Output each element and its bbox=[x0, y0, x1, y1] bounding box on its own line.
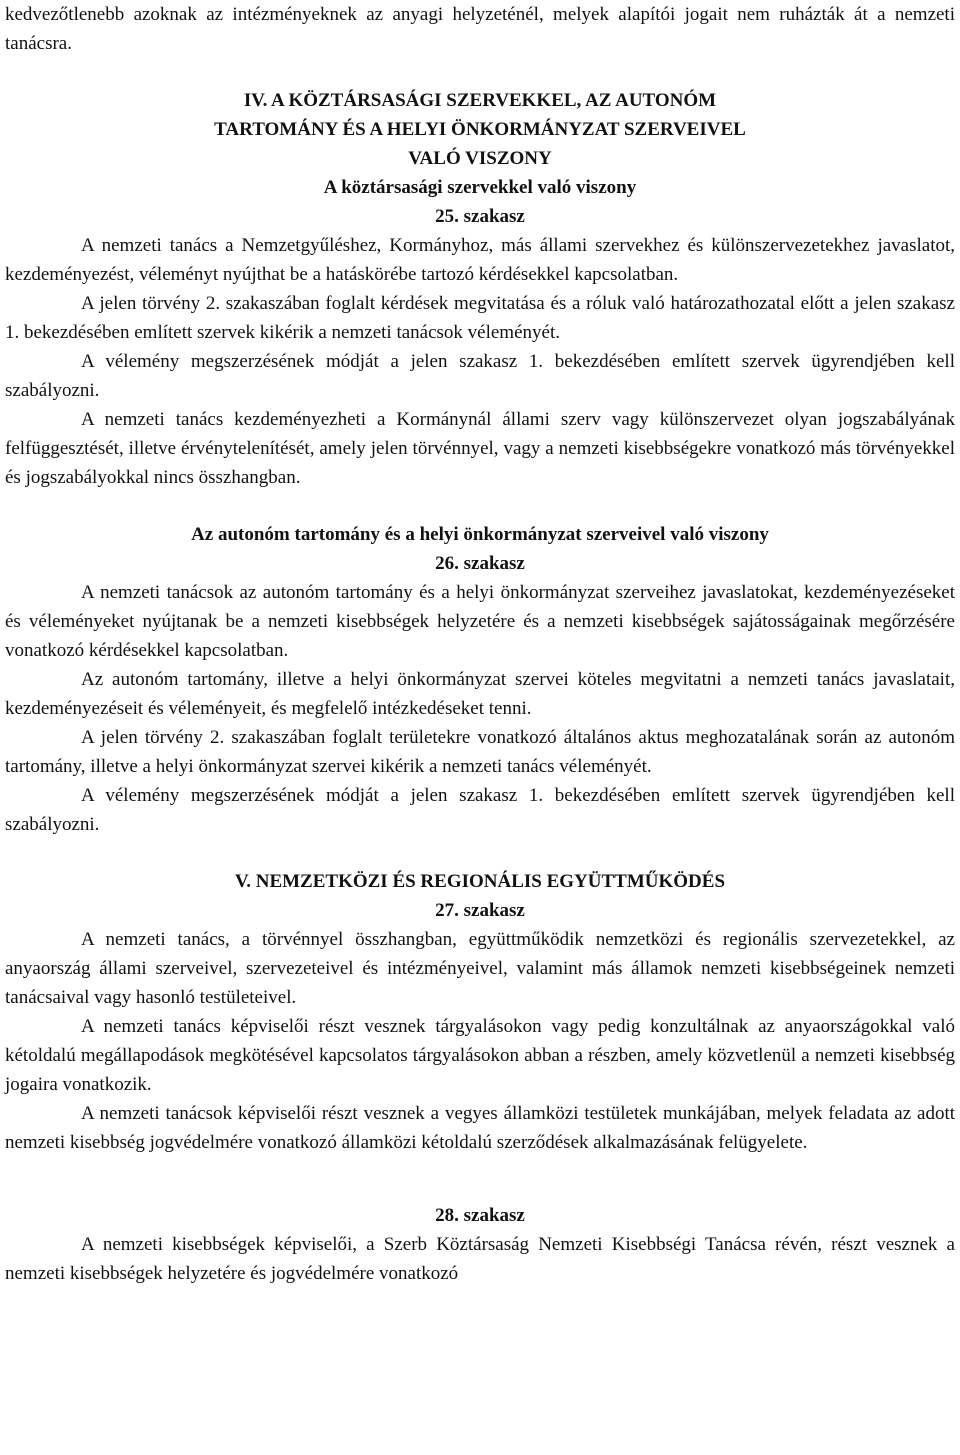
autonomy-relations-subtitle: Az autonóm tartomány és a helyi önkormányzat szerveivel való viszony bbox=[191, 524, 769, 545]
section-25-paragraph-2: A jelen törvény 2. szakaszában foglalt kérdések megvitatása és a róluk való határozathozatal előtt a jelen szakasz 1. bekezdésében említett szervek kikérik a nemzeti tanácsok véleményét. bbox=[5, 293, 955, 343]
section-27-paragraph-1: A nemzeti tanács, a törvénnyel összhangban, együttműködik nemzetközi és regionális szervezetekkel, az anyaország állami szerveivel, szervezeteivel és intézményeivel, valamint más államok nemzeti kisebbségeinek nemzeti tanácsaival vagy hasonló testületeivel. bbox=[5, 929, 955, 1008]
republic-relations-subtitle: A köztársasági szervekkel való viszony bbox=[323, 177, 637, 198]
section-25-heading: 25. szakasz bbox=[435, 206, 525, 227]
chapter-4-title-line-2: TARTOMÁNY ÉS A HELYI ÖNKORMÁNYZAT SZERVEIVEL bbox=[214, 119, 746, 140]
section-27-heading: 27. szakasz bbox=[435, 900, 525, 921]
section-26-paragraph-3: A jelen törvény 2. szakaszában foglalt területekre vonatkozó általános aktus meghozatalának során az autonóm tartomány, illetve a helyi önkormányzat szervei kikérik a nemzeti tanács véleményét. bbox=[5, 727, 955, 777]
section-25-paragraph-3: A vélemény megszerzésének módját a jelen szakasz 1. bekezdésében említett szervek ügyrendjében kell szabályozni. bbox=[5, 351, 955, 401]
section-28-heading: 28. szakasz bbox=[435, 1205, 525, 1226]
section-26-paragraph-4: A vélemény megszerzésének módját a jelen szakasz 1. bekezdésében említett szervek ügyrendjében kell szabályozni. bbox=[5, 785, 955, 835]
chapter-4-title-line-1: IV. A KÖZTÁRSASÁGI SZERVEKKEL, AZ AUTONÓM bbox=[243, 90, 717, 111]
document-page bbox=[5, 0, 955, 1288]
section-26-paragraph-1: A nemzeti tanácsok az autonóm tartomány és a helyi önkormányzat szerveihez javaslatokat, kezdeményezéseket és véleményeket nyújtanak be a nemzeti kisebbségek helyzetére és a nemzeti kisebbségek sajátosságainak megőrzésére vonatkozó kérdésekkel kapcsolatban. bbox=[5, 582, 955, 661]
intro-paragraph: kedvezőtlenebb azoknak az intézményeknek az anyagi helyzeténél, melyek alapítói jogait nem ruházták át a nemzeti tanácsra. bbox=[5, 4, 955, 54]
section-25-paragraph-1: A nemzeti tanács a Nemzetgyűléshez, Kormányhoz, más állami szervekhez és különszervezetekhez javaslatot, kezdeményezést, véleményt nyújthat be a hatáskörébe tartozó kérdésekkel kapcsolatban. bbox=[5, 235, 955, 285]
chapter-5-title: V. NEMZETKÖZI ÉS REGIONÁLIS EGYÜTTMŰKÖDÉS bbox=[234, 871, 726, 892]
section-27-paragraph-3: A nemzeti tanácsok képviselői részt vesznek a vegyes államközi testületek munkájában, melyek feladata az adott nemzeti kisebbség jogvédelmére vonatkozó államközi kétoldalú szerződések alkalmazásának felügyelete. bbox=[5, 1103, 955, 1153]
section-26-paragraph-2: Az autonóm tartomány, illetve a helyi önkormányzat szervei köteles megvitatni a nemzeti tanács javaslatait, kezdeményezéseit és véleményeit, és megfelelő intézkedéseket tenni. bbox=[5, 669, 955, 719]
section-26-heading: 26. szakasz bbox=[435, 553, 525, 574]
chapter-4-title-line-3: VALÓ VISZONY bbox=[408, 148, 552, 169]
section-27-paragraph-2: A nemzeti tanács képviselői részt vesznek tárgyalásokon vagy pedig konzultálnak az anyaországokkal való kétoldalú megállapodások megkötésével kapcsolatos tárgyalásokon abban a részben, amely közvetlenül a nemzeti kisebbség jogaira vonatkozik. bbox=[5, 1016, 955, 1095]
section-28-paragraph-1: A nemzeti kisebbségek képviselői, a Szerb Köztársaság Nemzeti Kisebbségi Tanácsa révén, részt vesznek a nemzeti kisebbségek helyzetére és jogvédelmére vonatkozó bbox=[5, 1234, 955, 1284]
section-25-paragraph-4: A nemzeti tanács kezdeményezheti a Kormánynál állami szerv vagy különszervezet olyan jogszabályának felfüggesztését, illetve érvénytelenítését, amely jelen törvénnyel, vagy a nemzeti kisebbségekre vonatkozó más törvényekkel és jogszabályokkal nincs összhangban. bbox=[5, 409, 955, 488]
